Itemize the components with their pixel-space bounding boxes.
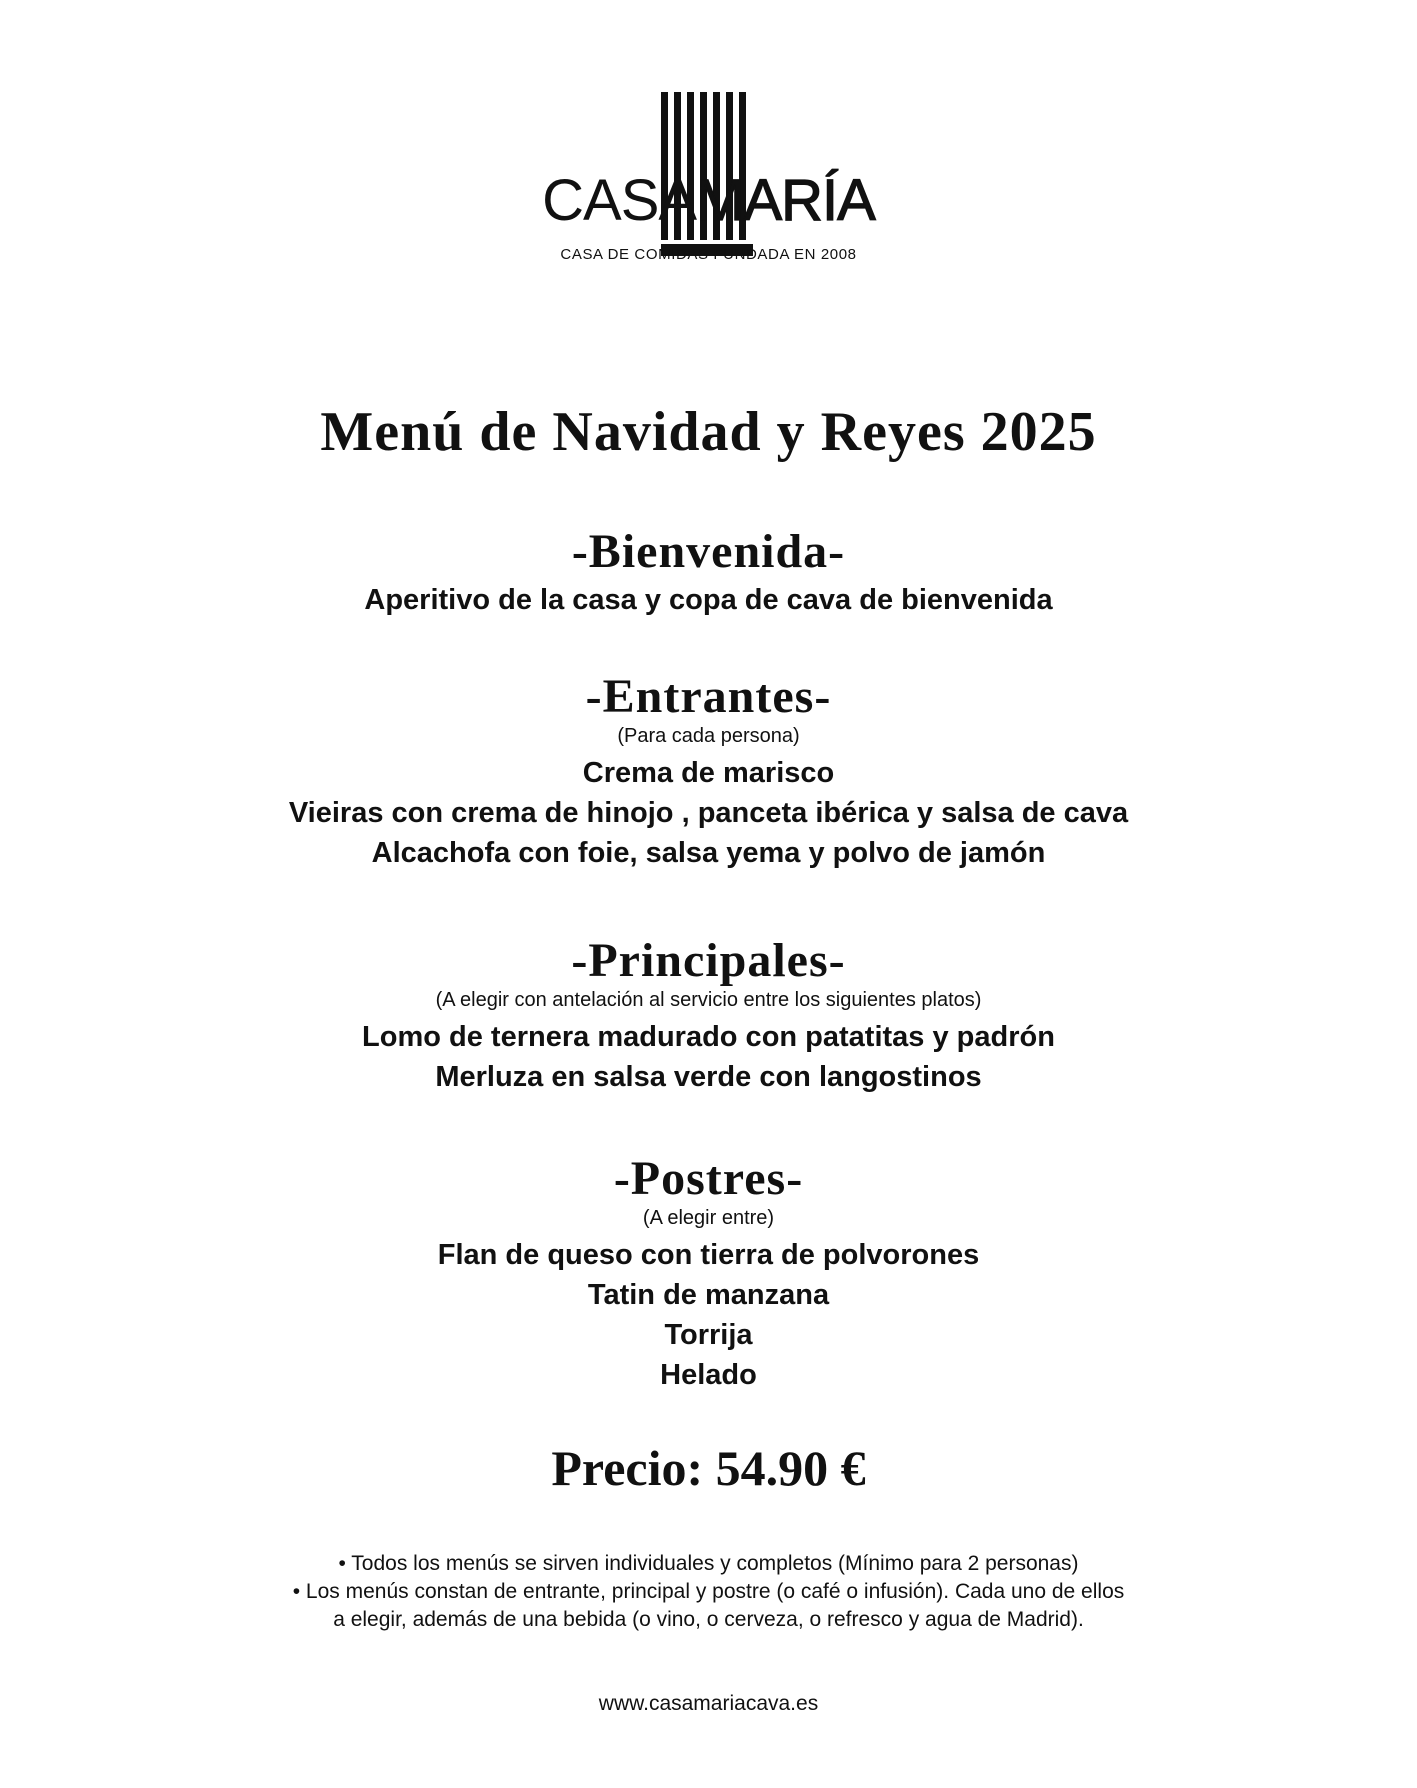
page-title: Menú de Navidad y Reyes 2025 — [320, 401, 1097, 463]
section-note: (A elegir entre) — [642, 1207, 775, 1229]
dish-item: Aperitivo de la casa y copa de cava de bienvenida — [364, 584, 1053, 616]
section-entrantes — [0, 670, 1417, 873]
brand-name-light: CASA — [542, 168, 697, 233]
note-line: a elegir, además de una bebida (o vino, o cerveza, o refresco y agua de Madrid). — [333, 1608, 1084, 1631]
dish-item: Lomo de ternera madurado con patatitas y padrón — [362, 1021, 1055, 1053]
brand-tagline: CASA DE COMIDAS FUNDADA EN 2008 — [560, 246, 857, 263]
dish-item: Vieiras con crema de hinojo , panceta ibérica y salsa de cava — [288, 797, 1129, 829]
price: Precio: 54.90 € — [551, 1440, 866, 1496]
brand-name-bold: MARÍA — [696, 168, 875, 233]
dish-item: Crema de marisco — [582, 757, 835, 789]
section-heading: -Entrantes- — [585, 670, 832, 723]
section-heading: -Principales- — [571, 934, 846, 987]
section-heading: -Bienvenida- — [571, 525, 846, 578]
section-postres — [0, 1152, 1417, 1395]
website-link[interactable]: www.casamariacava.es — [598, 1692, 819, 1715]
section-heading: -Postres- — [613, 1152, 804, 1205]
menu-notes — [0, 1550, 1417, 1634]
section-bienvenida — [0, 525, 1417, 620]
note-line: • Los menús constan de entrante, principal y postre (o café o infusión). Cada uno de ellos — [292, 1580, 1125, 1603]
dish-item: Helado — [660, 1359, 757, 1391]
dish-item: Torrija — [664, 1319, 753, 1351]
dish-item: Flan de queso con tierra de polvorones — [437, 1239, 980, 1271]
dish-item: Tatin de manzana — [587, 1279, 830, 1311]
section-principales — [0, 934, 1417, 1097]
section-note: (A elegir con antelación al servicio entre los siguientes platos) — [435, 989, 982, 1011]
dish-item: Alcachofa con foie, salsa yema y polvo de jamón — [371, 837, 1046, 869]
dish-item: Merluza en salsa verde con langostinos — [435, 1061, 982, 1093]
brand-name — [0, 168, 1417, 233]
note-line: • Todos los menús se sirven individuales y completos (Mínimo para 2 personas) — [338, 1552, 1079, 1575]
section-note: (Para cada persona) — [617, 725, 800, 747]
